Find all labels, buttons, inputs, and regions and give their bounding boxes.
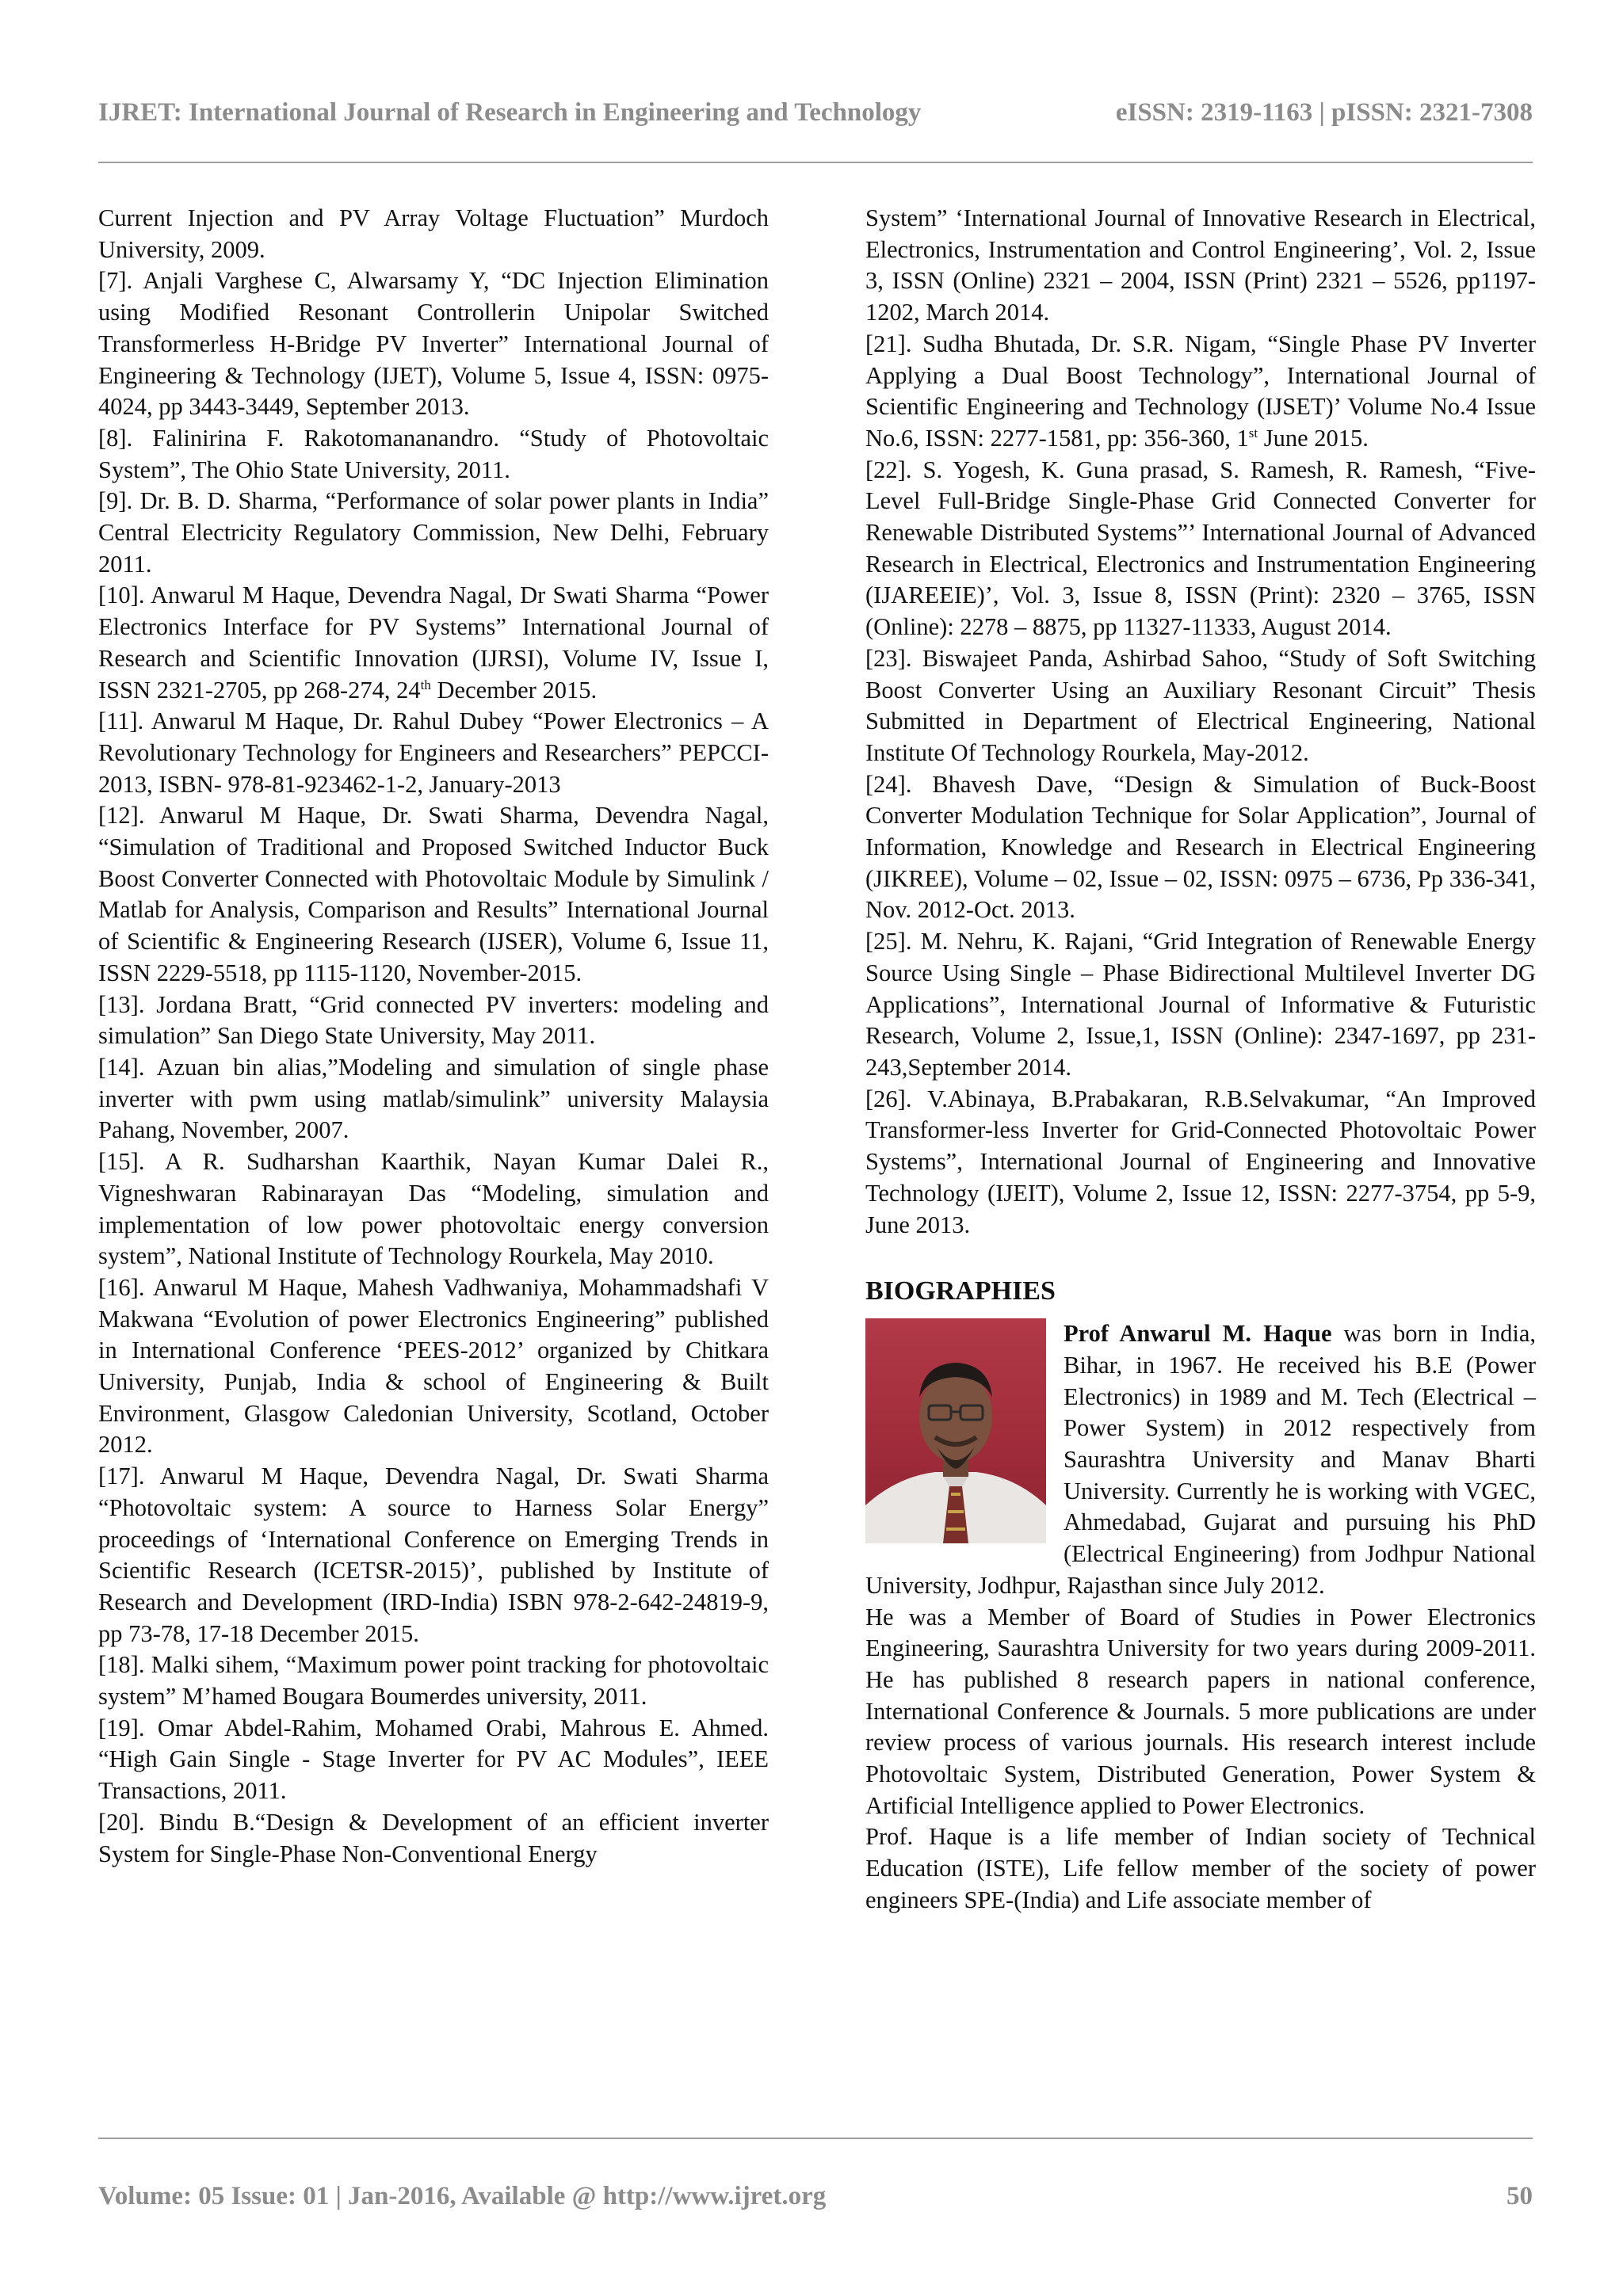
issn-numbers: eISSN: 2319-1163 | pISSN: 2321-7308 xyxy=(1115,98,1533,127)
reference-entry: [25]. M. Nehru, K. Rajani, “Grid Integration of Renewable Energy Source Using Single – Phase Bidirectional Multilevel Inverter DG Applications”, International Journal of Informative & Futuristic Research, Volume 2, Issue,1, ISSN (Online): 2347-1697, pp 231-243,September 2014. xyxy=(865,928,1536,1081)
biographies-heading: BIOGRAPHIES xyxy=(865,1276,1056,1306)
reference-entry: Current Injection and PV Array Voltage Fluctuation” Murdoch University, 2009. xyxy=(98,204,769,263)
reference-entry: [19]. Omar Abdel-Rahim, Mohamed Orabi, Mahrous E. Ahmed. “High Gain Single - Stage Inverter for PV AC Modules”, IEEE Transactions, 2011. xyxy=(98,1714,769,1805)
reference-entry-21 xyxy=(865,329,1536,455)
page-number: 50 xyxy=(1507,2182,1533,2210)
reference-entry: [13]. Jordana Bratt, “Grid connected PV inverters: modeling and simulation” San Diego State University, May 2011. xyxy=(98,990,769,1050)
right-column xyxy=(865,203,1536,1917)
reference-entry: [17]. Anwarul M Haque, Devendra Nagal, Dr. Swati Sharma “Photovoltaic system: A source to Harness Solar Energy” proceedings of ‘International Conference on Emerging Trends in Scientific Research (ICETSR-2015)’, published by Institute of Research and Development (IRD-India) ISBN 978-2-642-24819-9, pp 73-78, 17-18 December 2015. xyxy=(98,1463,769,1647)
reference-entry: [23]. Biswajeet Panda, Ashirbad Sahoo, “Study of Soft Switching Boost Converter Using an Auxiliary Resonant Circuit” Thesis Submitted in Department of Electrical Engineering, National Institute Of Technology Rourkela, May-2012. xyxy=(865,644,1536,766)
header-rule xyxy=(98,162,1533,163)
reference-entry: [24]. Bhavesh Dave, “Design & Simulation of Buck-Boost Converter Modulation Technique for Solar Application”, Journal of Information, Knowledge and Research in Electrical Engineering (JIKREE), Volume – 02, Issue – 02, ISSN: 0975 – 6736, Pp 336-341, Nov. 2012-Oct. 2013. xyxy=(865,770,1536,924)
reference-text-tail: June 2015. xyxy=(1258,424,1369,452)
reference-entry: [20]. Bindu B.“Design & Development of an efficient inverter System for Single-Phase Non-Conventional Energy xyxy=(98,1808,769,1867)
running-header xyxy=(98,98,1533,128)
journal-title: IJRET: International Journal of Research in Engineering and Technology xyxy=(98,98,922,127)
biography xyxy=(865,1318,1536,1916)
reference-entry: [7]. Anjali Varghese C, Alwarsamy Y, “DC Injection Elimination using Modified Resonant Controllerin Unipolar Switched Transformerless H-Bridge PV Inverter” International Journal of Engineering & Technology (IJET), Volume 5, Issue 4, ISSN: 0975-4024, pp 3443-3449, September 2013. xyxy=(98,267,769,421)
reference-entry: System” ‘International Journal of Innovative Research in Electrical, Electronics, Instrumentation and Control Engineering’, Vol. 2, Issue 3, ISSN (Online) 2321 – 2004, ISSN (Print) 2321 – 5526, pp1197-1202, March 2014. xyxy=(865,204,1536,326)
running-footer xyxy=(98,2182,1533,2211)
biography-paragraph-2: He was a Member of Board of Studies in Power Electronics Engineering, Saurashtra University for two years during 2009-2011. He has published 8 research papers in national conference, International Conference & Journals. 5 more publications are under review process of various journals. His research interest include Photovoltaic System, Distributed Generation, Power System & Artificial Intelligence applied to Power Electronics. xyxy=(865,1603,1536,1819)
reference-entry: [26]. V.Abinaya, B.Prabakaran, R.B.Selvakumar, “An Improved Transformer-less Inverter for Grid-Connected Photovoltaic Power Systems”, International Journal of Engineering and Innovative Technology (IJEIT), Volume 2, Issue 12, ISSN: 2277-3754, pp 5-9, June 2013. xyxy=(865,1085,1536,1238)
left-column xyxy=(98,203,769,1870)
volume-info: Volume: 05 Issue: 01 | Jan-2016, Available @ http://www.ijret.org xyxy=(98,2182,827,2210)
ordinal-suffix: th xyxy=(420,677,431,692)
reference-entry: [11]. Anwarul M Haque, Dr. Rahul Dubey “Power Electronics – A Revolutionary Technology for Engineers and Researchers” PEPCCI-2013, ISBN- 978-81-923462-1-2, January-2013 xyxy=(98,707,769,798)
reference-entry: [8]. Falinirina F. Rakotomananandro. “Study of Photovoltaic System”, The Ohio State University, 2011. xyxy=(98,424,769,483)
author-photo xyxy=(865,1318,1046,1543)
reference-entry: [9]. Dr. B. D. Sharma, “Performance of solar power plants in India” Central Electricity Regulatory Commission, New Delhi, February 2011. xyxy=(98,487,769,578)
author-name: Prof Anwarul M. Haque xyxy=(1064,1320,1332,1348)
reference-entry: [22]. S. Yogesh, K. Guna prasad, S. Ramesh, R. Ramesh, “Five-Level Full-Bridge Single-Phase Grid Connected Converter for Renewable Distributed Systems”’ International Journal of Advanced Research in Electrical, Electronics and Instrumentation Engineering (IJAREEIE)’, Vol. 3, Issue 8, ISSN (Print): 2320 – 3765, ISSN (Online): 2278 – 8875, pp 11327-11333, August 2014. xyxy=(865,456,1536,641)
biography-text: was born in India, Bihar, in 1967. He received his B.E (Power Electronics) in 1989 and M. Tech (Electrical – Power System) in 2012 respectively from Saurashtra University and Manav Bharti University. Currently he is working with VGEC, Ahmedabad, Gujarat and pursuing his PhD (Electrical Engineering) from Jodhpur National University, Jodhpur, Rajasthan since July 2012. xyxy=(865,1320,1536,1599)
reference-text-tail: December 2015. xyxy=(430,676,598,704)
biography-paragraph-3: Prof. Haque is a life member of Indian society of Technical Education (ISTE), Life fellow member of the society of power engineers SPE-(India) and Life associate member of xyxy=(865,1823,1536,1913)
reference-entry: [18]. Malki sihem, “Maximum power point tracking for photovoltaic system” M’hamed Bougara Boumerdes university, 2011. xyxy=(98,1651,769,1711)
reference-entry: [12]. Anwarul M Haque, Dr. Swati Sharma, Devendra Nagal, “Simulation of Traditional and Proposed Switched Inductor Buck Boost Converter Connected with Photovoltaic Module by Simulink / Matlab for Analysis, Comparison and Results” International Journal of Scientific & Engineering Research (IJSER), Volume 6, Issue 11, ISSN 2229-5518, pp 1115-1120, November-2015. xyxy=(98,802,769,986)
reference-entry: [16]. Anwarul M Haque, Mahesh Vadhwaniya, Mohammadshafi V Makwana “Evolution of power Electronics Engineering” published in International Conference ‘PEES-2012’ organized by Chitkara University, Punjab, India & school of Engineering & Built Environment, Glasgow Caledonian University, Scotland, October 2012. xyxy=(98,1273,769,1459)
reference-entry: [15]. A R. Sudharshan Kaarthik, Nayan Kumar Dalei R., Vigneshwaran Rabinarayan Das “Modeling, simulation and implementation of low power photovoltaic energy conversion system”, National Institute of Technology Rourkela, May 2010. xyxy=(98,1148,769,1270)
ordinal-suffix: st xyxy=(1248,425,1258,441)
author-portrait-icon xyxy=(865,1318,1046,1543)
reference-text: [10]. Anwarul M Haque, Devendra Nagal, Dr Swati Sharma “Power Electronics Interface for PV Systems” International Journal of Research and Scientific Innovation (IJRSI), Volume IV, Issue I, ISSN 2321-2705, pp 268-274, 24 xyxy=(98,582,769,704)
reference-entry-10 xyxy=(98,580,769,706)
reference-entry: [14]. Azuan bin alias,”Modeling and simulation of single phase inverter with pwm using matlab/simulink” university Malaysia Pahang, November, 2007. xyxy=(98,1053,769,1144)
footer-rule xyxy=(98,2138,1533,2139)
reference-text: [21]. Sudha Bhutada, Dr. S.R. Nigam, “Single Phase PV Inverter Applying a Dual Boost Technology”, International Journal of Scientific Engineering and Technology (IJSET)’ Volume No.4 Issue No.6, ISSN: 2277-1581, pp: 356-360, 1 xyxy=(865,330,1536,452)
